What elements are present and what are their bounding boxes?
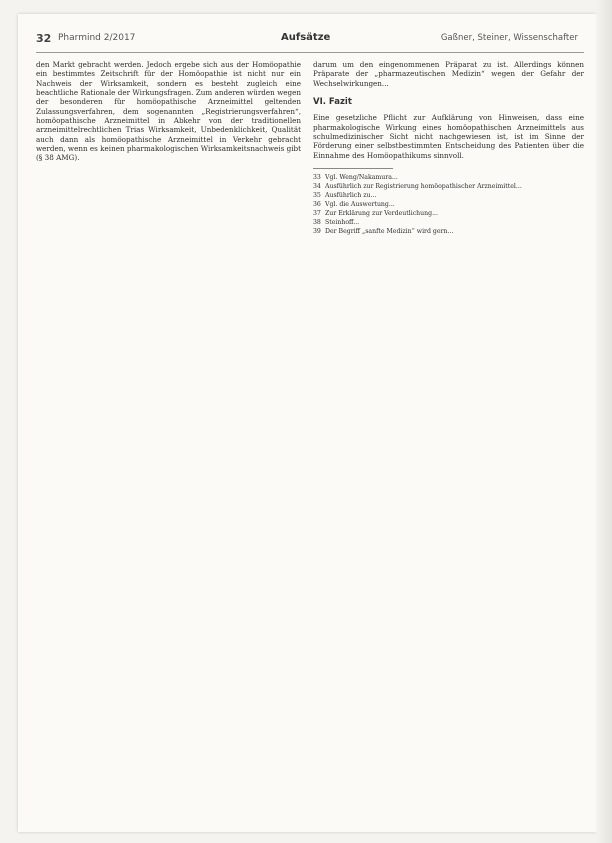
footnote [313, 228, 584, 236]
header-divider [36, 52, 584, 53]
footnote [313, 219, 584, 227]
journal-issue: Pharmind 2/2017 [58, 33, 136, 43]
footnote [313, 183, 584, 191]
footnote-text: Der Begriff „sanfte Medizin“ wird gern... [325, 228, 454, 236]
footnote-text: Vgl. Weng/Nakamura... [325, 174, 398, 182]
footnote-number: 34 [313, 183, 321, 191]
footnote [313, 201, 584, 209]
running-authors: Gaßner, Steiner, Wissenschafter [440, 33, 578, 43]
footnote [313, 210, 584, 218]
footnote-divider [313, 168, 393, 169]
footnote-text: Zur Erklärung zur Verdeutlichung... [325, 210, 438, 218]
footnote-text: Ausführlich zur Registrierung homöopathischer Arzneimittel... [325, 183, 522, 191]
footnote [313, 192, 584, 200]
section-title: Aufsätze [281, 32, 331, 43]
footnote-number: 36 [313, 201, 321, 209]
fazit-paragraph: Eine gesetzliche Pflicht zur Aufklärung von Hinweisen, dass eine pharmakologische Wirkung eines homöopathischen Arzneimittels aus schulmedizinischer Sicht nicht nachgewiesen ist, ist im Sinne der Förderung einer selbstbestimmten Entscheidung des Patienten über die Einnahme des Homöopathikums sinnvoll. [313, 113, 584, 160]
left-column [36, 60, 301, 830]
footnote-number: 37 [313, 210, 321, 218]
footnotes [313, 174, 584, 236]
footnote-number: 35 [313, 192, 321, 200]
scan-edge-shading [596, 0, 612, 843]
section-heading-fazit: VI. Fazit [313, 97, 352, 108]
body-paragraph: den Markt gebracht werden. Jedoch ergebe sich aus der Homöopathie ein bestimmtes Zeitschrift für der Homöopathie ist nicht nur ein Nachweis der Wirksamkeit, sondern es besteht zugleich eine beachtliche Rationale der Wirkungsfragen. Zum anderen würden wegen der besonderen für homöopathische Arzneimittel geltenden Zulassungsverfahren, dem sogenannten „Registrierungsverfahren“, homöopathische Arzneimittel in Abkehr von der traditionellen arzneimittelrechtlichen Trias Wirksamkeit, Unbedenklichkeit, Qualität auch dann als homöopathische Arzneimittel in Verkehr gebracht werden, wenn es keinen pharmakologischen Wirksamkeitsnachweis gibt (§ 38 AMG). [36, 60, 301, 163]
footnote-text: Ausführlich zu... [325, 192, 377, 200]
right-column [313, 60, 584, 830]
footnote-number: 33 [313, 174, 321, 182]
page-number: 32 [36, 32, 52, 45]
footnote-number: 38 [313, 219, 321, 227]
body-paragraph: darum um den eingenommenen Präparat zu ist. Allerdings können Präparate der „pharmazeutischen Medizin“ wegen der Gefahr der Wechselwirkungen... [313, 60, 584, 88]
running-header [36, 30, 584, 52]
footnote [313, 174, 584, 182]
footnote-text: Steinhoff... [325, 219, 360, 227]
footnote-number: 39 [313, 228, 321, 236]
footnote-text: Vgl. die Auswertung... [325, 201, 395, 209]
